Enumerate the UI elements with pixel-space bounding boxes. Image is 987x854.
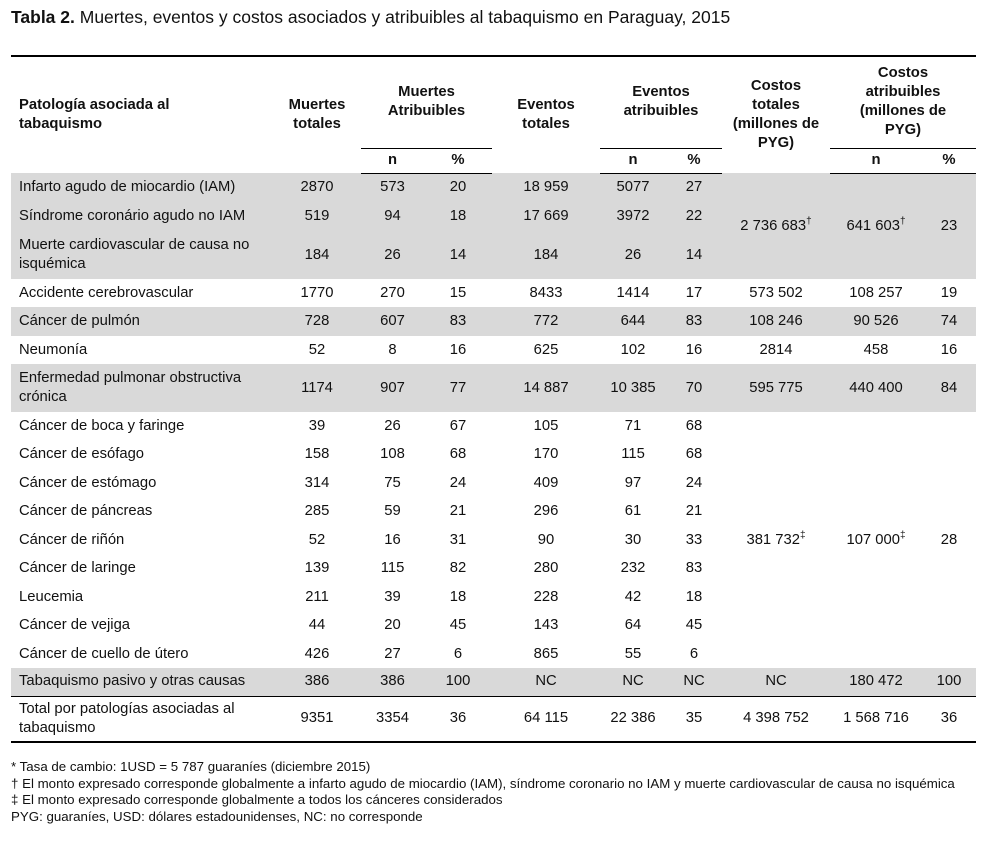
cell-eventos-atribuibles-pct: 14 xyxy=(666,231,722,279)
cell-patologia: Enfermedad pulmonar obstructiva crónica xyxy=(11,364,273,412)
cell-muertes-atribuibles-n: 573 xyxy=(361,173,424,202)
cell-muertes-totales: 2870 xyxy=(273,173,361,202)
cell-eventos-atribuibles-pct: 83 xyxy=(685,560,703,576)
cell-muertes-atribuibles-pct: 24 xyxy=(449,474,467,491)
header-eventos-atribuibles: Eventos atribuibles xyxy=(600,56,722,148)
cell-muertes-totales: 139 xyxy=(304,560,330,576)
costos-totales-value: 2 736 683 xyxy=(740,217,807,234)
cell-muertes-atribuibles-pct: 77 xyxy=(424,364,492,412)
cell-patologia: Leucemia xyxy=(19,588,84,605)
cell-eventos-totales: 296 xyxy=(533,503,559,519)
cell-patologia: Cáncer de esófago xyxy=(19,446,145,462)
cell-eventos-atribuibles-n: 64 xyxy=(624,617,642,633)
cell-muertes-totales: 386 xyxy=(273,668,361,696)
cell-muertes-atribuibles-n: 16 xyxy=(384,531,401,548)
cell-eventos-atribuibles-n: 232 xyxy=(620,560,646,576)
cell-costos-atribuibles-n: 180 472 xyxy=(830,668,922,696)
cell-costos-atribuibles-n: 458 xyxy=(863,341,889,358)
cell-eventos-atribuibles-n: 42 xyxy=(624,588,642,605)
cell-eventos-totales: 184 xyxy=(492,231,600,279)
costos-atribuibles-value: 641 603 xyxy=(846,217,900,234)
cell-eventos-atribuibles-n: 97 xyxy=(624,474,642,491)
cell-muertes-totales: 519 xyxy=(273,202,361,231)
cell-costos-atribuibles-n-group xyxy=(830,412,922,668)
table-row xyxy=(11,307,976,336)
table-row xyxy=(11,668,976,696)
cell-eventos-atribuibles-n: 5077 xyxy=(600,173,666,202)
cell-patologia: Cáncer de pulmón xyxy=(11,307,273,336)
cell-eventos-totales: 14 887 xyxy=(492,364,600,412)
footnote-double-dagger: ‡ El monto expresado corresponde globalmente a todos los cánceres considerados xyxy=(11,792,503,807)
footnote-mark: † xyxy=(899,215,906,227)
cell-muertes-atribuibles-n: 94 xyxy=(361,202,424,231)
cell-costos-atribuibles-pct: 16 xyxy=(940,341,958,358)
table-row xyxy=(11,364,976,412)
cell-costos-totales: 573 502 xyxy=(749,284,803,301)
header-muertes-atribuibles: Muertes Atribuibles xyxy=(361,56,492,148)
cell-patologia: Neumonía xyxy=(19,341,88,358)
cell-eventos-atribuibles-pct: 21 xyxy=(685,503,703,519)
cell-costos-totales: 4 398 752 xyxy=(722,696,830,742)
cell-costos-totales: 595 775 xyxy=(722,364,830,412)
cell-eventos-totales: 625 xyxy=(533,341,559,358)
cell-muertes-atribuibles-n: 907 xyxy=(361,364,424,412)
cell-muertes-atribuibles-pct: 36 xyxy=(424,696,492,742)
footnote-mark: ‡ xyxy=(799,529,806,541)
cell-costos-atribuibles-pct-group: 23 xyxy=(922,173,976,279)
cell-eventos-atribuibles-pct: 24 xyxy=(685,474,703,491)
cell-eventos-totales: 772 xyxy=(492,307,600,336)
cell-eventos-atribuibles-n: 1414 xyxy=(616,284,650,301)
cell-patologia: Cáncer de boca y faringe xyxy=(19,417,185,434)
cell-costos-totales-group xyxy=(722,173,830,279)
cell-muertes-totales: 426 xyxy=(304,645,330,662)
cell-eventos-atribuibles-n: 55 xyxy=(624,645,642,662)
cell-costos-atribuibles-n: 90 526 xyxy=(830,307,922,336)
table-title xyxy=(11,7,730,28)
cell-muertes-atribuibles-pct: 15 xyxy=(449,284,467,301)
cell-muertes-totales: 44 xyxy=(308,617,326,633)
cell-eventos-totales: 143 xyxy=(533,617,559,633)
cell-costos-atribuibles-pct: 74 xyxy=(922,307,976,336)
cell-eventos-atribuibles-pct: 6 xyxy=(689,645,699,662)
cell-muertes-totales: 285 xyxy=(304,503,330,519)
cell-eventos-atribuibles-pct: NC xyxy=(666,668,722,696)
cell-eventos-atribuibles-pct: 27 xyxy=(666,173,722,202)
cell-muertes-totales: 52 xyxy=(308,531,326,548)
header-row xyxy=(11,56,976,148)
cell-muertes-atribuibles-pct: 18 xyxy=(424,202,492,231)
cell-patologia: Cáncer de páncreas xyxy=(19,503,153,519)
cell-eventos-totales: 17 669 xyxy=(492,202,600,231)
cell-eventos-totales: NC xyxy=(492,668,600,696)
cell-muertes-totales: 1770 xyxy=(300,284,334,301)
cell-muertes-totales: 158 xyxy=(304,446,330,462)
cell-eventos-atribuibles-n: 115 xyxy=(621,446,645,462)
cell-eventos-atribuibles-pct: 17 xyxy=(685,284,703,301)
cell-costos-totales: NC xyxy=(722,668,830,696)
cell-eventos-atribuibles-n: 61 xyxy=(624,503,642,519)
cell-eventos-atribuibles-pct: 70 xyxy=(666,364,722,412)
cell-muertes-totales: 9351 xyxy=(273,696,361,742)
cell-costos-totales-group xyxy=(722,412,830,668)
cell-patologia: Muerte cardiovascular de causa no isquémica xyxy=(11,231,273,279)
cell-muertes-atribuibles-pct: 21 xyxy=(449,503,467,519)
cell-patologia: Síndrome coronário agudo no IAM xyxy=(11,202,273,231)
cell-eventos-totales: 865 xyxy=(533,645,559,662)
cell-costos-atribuibles-pct: 19 xyxy=(940,284,958,301)
cell-eventos-atribuibles-n: 3972 xyxy=(600,202,666,231)
cell-costos-totales: 108 246 xyxy=(722,307,830,336)
cell-patologia: Cáncer de estómago xyxy=(19,474,157,491)
cell-muertes-atribuibles-pct: 82 xyxy=(449,560,467,576)
cell-muertes-atribuibles-pct: 16 xyxy=(449,341,467,358)
table-title-text: Muertes, eventos y costos asociados y atribuibles al tabaquismo en Paraguay, 2015 xyxy=(79,7,731,27)
footnote-abbreviations: PYG: guaraníes, USD: dólares estadounidenses, NC: no corresponde xyxy=(11,808,423,824)
cell-eventos-atribuibles-n: NC xyxy=(600,668,666,696)
cell-muertes-atribuibles-pct: 31 xyxy=(449,531,467,548)
footnote-exchange: * Tasa de cambio: 1USD = 5 787 guaraníes (diciembre 2015) xyxy=(11,759,371,774)
total-row xyxy=(11,696,976,742)
costos-totales-value: 381 732 xyxy=(746,531,800,548)
cell-muertes-atribuibles-n: 607 xyxy=(361,307,424,336)
cell-costos-atribuibles-n: 1 568 716 xyxy=(830,696,922,742)
cell-muertes-atribuibles-pct: 67 xyxy=(449,417,467,434)
cell-patologia: Total por patologías asociadas al tabaquismo xyxy=(11,696,273,742)
cell-muertes-atribuibles-n: 26 xyxy=(384,417,401,434)
cell-eventos-atribuibles-n: 644 xyxy=(600,307,666,336)
footnote-mark: † xyxy=(806,215,812,227)
cell-eventos-atribuibles-n: 102 xyxy=(620,341,646,358)
subheader-n: n xyxy=(830,148,922,173)
cell-patologia: Cáncer de cuello de útero xyxy=(19,645,189,662)
table-body xyxy=(11,173,976,742)
cell-muertes-atribuibles-n: 8 xyxy=(388,341,397,358)
cell-eventos-totales: 280 xyxy=(533,560,559,576)
footnotes xyxy=(11,759,979,825)
cell-muertes-atribuibles-pct: 18 xyxy=(449,588,467,605)
data-table xyxy=(11,55,976,743)
header-patologia: Patología asociada al tabaquismo xyxy=(19,97,170,132)
cell-eventos-atribuibles-pct: 33 xyxy=(685,531,703,548)
header-muertes-totales: Muertes totales xyxy=(288,97,346,132)
header-costos-atribuibles: Costos atribuibles (millones de PYG) xyxy=(830,56,976,148)
cell-patologia: Infarto agudo de miocardio (IAM) xyxy=(11,173,273,202)
cell-muertes-totales: 1174 xyxy=(273,364,361,412)
cell-eventos-atribuibles-pct: 35 xyxy=(666,696,722,742)
subheader-n: n xyxy=(361,148,424,173)
cell-muertes-totales: 52 xyxy=(308,341,326,358)
cell-eventos-totales: 105 xyxy=(533,417,559,434)
header-eventos-totales: Eventos totales xyxy=(517,97,575,132)
cell-muertes-totales: 314 xyxy=(304,474,330,491)
cell-eventos-atribuibles-pct: 45 xyxy=(685,617,703,633)
footnote-mark: ‡ xyxy=(899,529,906,541)
cell-muertes-atribuibles-pct: 45 xyxy=(449,617,467,633)
cell-costos-atribuibles-n-group xyxy=(830,173,922,279)
subheader-pct: % xyxy=(424,148,492,173)
subheader-pct: % xyxy=(666,148,722,173)
cell-eventos-totales: 64 115 xyxy=(492,696,600,742)
cell-patologia: Tabaquismo pasivo y otras causas xyxy=(11,668,273,696)
cell-muertes-totales: 39 xyxy=(308,417,326,434)
cell-eventos-atribuibles-pct: 68 xyxy=(685,446,703,462)
cell-muertes-atribuibles-n: 59 xyxy=(384,503,401,519)
cell-eventos-atribuibles-pct: 68 xyxy=(685,417,703,434)
cell-muertes-atribuibles-n: 108 xyxy=(380,446,405,462)
table-row xyxy=(11,279,976,307)
cell-muertes-totales: 184 xyxy=(273,231,361,279)
cell-muertes-atribuibles-n: 20 xyxy=(384,617,401,633)
cell-muertes-atribuibles-n: 386 xyxy=(361,668,424,696)
cell-muertes-atribuibles-pct: 68 xyxy=(449,446,467,462)
cell-eventos-atribuibles-pct: 83 xyxy=(666,307,722,336)
cell-costos-atribuibles-pct: 84 xyxy=(922,364,976,412)
table-row xyxy=(11,336,976,364)
cell-eventos-atribuibles-n: 30 xyxy=(624,531,642,548)
cell-costos-atribuibles-n: 440 400 xyxy=(830,364,922,412)
cell-eventos-atribuibles-pct: 22 xyxy=(666,202,722,231)
cell-muertes-atribuibles-pct: 100 xyxy=(424,668,492,696)
cell-costos-atribuibles-n: 108 257 xyxy=(849,284,903,301)
cell-muertes-atribuibles-pct: 20 xyxy=(424,173,492,202)
table-row xyxy=(11,412,976,440)
cell-muertes-atribuibles-n: 270 xyxy=(380,284,405,301)
cell-patologia: Cáncer de laringe xyxy=(19,560,136,576)
cell-patologia: Cáncer de vejiga xyxy=(19,617,131,633)
cell-muertes-atribuibles-n: 75 xyxy=(384,474,401,491)
subheader-n: n xyxy=(600,148,666,173)
cell-eventos-atribuibles-n: 10 385 xyxy=(600,364,666,412)
cell-muertes-atribuibles-n: 27 xyxy=(384,645,401,662)
cell-eventos-atribuibles-pct: 16 xyxy=(685,341,703,358)
cell-costos-atribuibles-pct-group: 28 xyxy=(922,412,976,668)
cell-eventos-atribuibles-n: 71 xyxy=(624,417,642,434)
cell-eventos-totales: 170 xyxy=(533,446,559,462)
cell-muertes-atribuibles-pct: 14 xyxy=(424,231,492,279)
cell-eventos-atribuibles-n: 26 xyxy=(600,231,666,279)
table-title-label: Tabla 2. xyxy=(11,7,75,27)
cell-muertes-atribuibles-pct: 83 xyxy=(424,307,492,336)
table-row xyxy=(11,173,976,202)
cell-muertes-atribuibles-n: 3354 xyxy=(361,696,424,742)
header-costos-totales: Costos totales (millones de PYG) xyxy=(732,78,820,151)
cell-muertes-totales: 211 xyxy=(305,588,329,605)
cell-muertes-atribuibles-n: 115 xyxy=(380,560,405,576)
cell-eventos-totales: 228 xyxy=(533,588,559,605)
cell-patologia: Cáncer de riñón xyxy=(19,531,125,548)
cell-muertes-atribuibles-n: 26 xyxy=(361,231,424,279)
cell-patologia: Accidente cerebrovascular xyxy=(19,284,194,301)
cell-eventos-atribuibles-n: 22 386 xyxy=(600,696,666,742)
cell-costos-atribuibles-pct: 100 xyxy=(922,668,976,696)
cell-eventos-atribuibles-pct: 18 xyxy=(685,588,703,605)
subheader-pct: % xyxy=(922,148,976,173)
cell-eventos-totales: 8433 xyxy=(529,284,563,301)
cell-costos-atribuibles-pct: 36 xyxy=(922,696,976,742)
cell-eventos-totales: 18 959 xyxy=(492,173,600,202)
costos-atribuibles-value: 107 000 xyxy=(846,531,900,548)
cell-muertes-atribuibles-n: 39 xyxy=(384,588,401,605)
cell-muertes-atribuibles-pct: 6 xyxy=(453,645,463,662)
cell-muertes-totales: 728 xyxy=(273,307,361,336)
cell-eventos-totales: 409 xyxy=(533,474,559,491)
cell-costos-totales: 2814 xyxy=(759,341,793,358)
cell-eventos-totales: 90 xyxy=(537,531,555,548)
footnote-dagger: † El monto expresado corresponde globalmente a infarto agudo de miocardio (IAM), síndrome coronario no IAM y muerte cardiovascular de causa no isquémica xyxy=(11,775,955,791)
